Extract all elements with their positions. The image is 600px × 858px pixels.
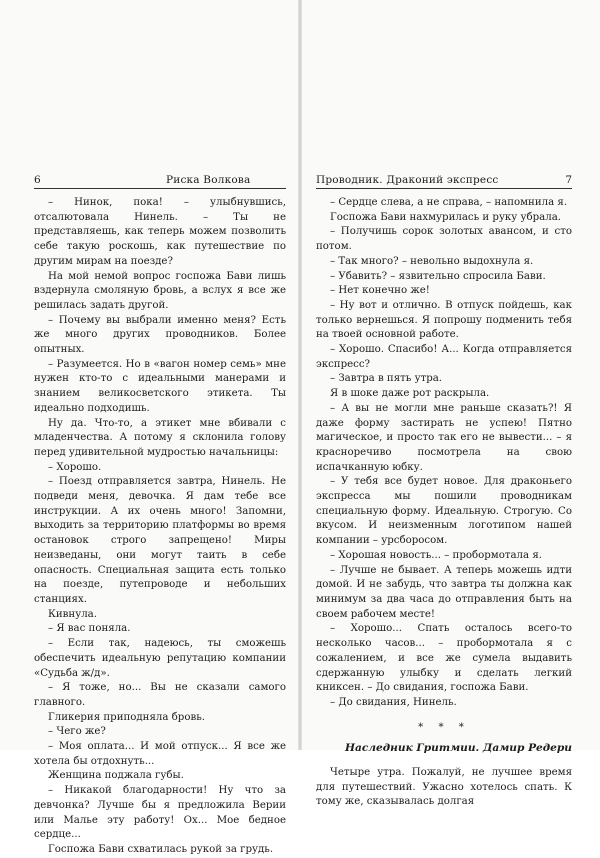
right-page-paragraphs [316, 196, 572, 711]
paragraph: На мой немой вопрос госпожа Бави лишь вздернула смоляную бровь, а вслух я все же решилась задать другой. [34, 270, 286, 311]
paragraph: – Хорошая новость... – пробормотала я. [330, 549, 542, 561]
left-page [0, 0, 298, 855]
paragraph: – Никакой благодарности! Ну что за девчонка? Лучше бы я предложила Верии или Малье эту работу! Ох... Мое бедное сердце... [34, 785, 286, 841]
paragraph: – А вы не могли мне раньше сказать?! Я даже форму застирать не успею! Пятно магическое, и просто так его не вывести... – я красноречиво посмотрела на свою испачканную юбку. [316, 402, 572, 473]
paragraph: Четыре утра. Пожалуй, не лучшее время для путешествий. Ужасно хотелось спать. К тому же, сказывалась долгая [316, 767, 572, 808]
section-separator: * * * [418, 721, 470, 733]
paragraph: – Сердце слева, а не справа, – напомнила я. [330, 197, 568, 208]
paragraph: – Я вас поняла. [48, 623, 131, 635]
right-page-text [316, 196, 572, 810]
paragraph: – У тебя все будет новое. Для драконьего экспресса мы пошили проводникам специальную форму. Идеальную. Строгую. Со вкусом. И неизменным логотипом нашей компании – урсборосом. [316, 476, 572, 547]
paragraph: – Завтра в пять утра. [330, 373, 443, 385]
paragraph: – Нет конечно же! [330, 285, 430, 297]
paragraph: – Так много? – невольно выдохнула я. [330, 255, 534, 267]
paragraph: – Моя оплата... И мой отпуск... Я все же хотела бы отдохнуть... [34, 741, 286, 767]
paragraph: – Почему вы выбрали именно меня? Есть же много других проводников. Более опытных. [34, 314, 286, 356]
right-page [302, 0, 600, 808]
right-page-number: 7 [565, 174, 572, 186]
left-page-text [34, 196, 286, 858]
paragraph: Женщина поджала губы. [48, 770, 184, 782]
paragraph: – Чего же? [48, 726, 106, 738]
paragraph: Госпожа Бави нахмурилась и руку убрала. [330, 211, 562, 223]
right-page-closing [316, 766, 572, 810]
paragraph: Госпожа Бави схватилась рукой за грудь. [48, 843, 274, 855]
paragraph: – Если так, надеюсь, ты сможешь обеспечить идеальную репутацию компании «Судьба ж/д». [34, 638, 286, 679]
right-page-header [316, 172, 572, 189]
paragraph: – До свидания, Нинель. [330, 696, 457, 708]
paragraph: – Лучше не бывает. А теперь можешь идти домой. И не забудь, что завтра ты должна как минимум за два часа до отправления быть на своем рабочем месте! [316, 564, 572, 620]
left-page-header [34, 172, 286, 189]
paragraph: – Хорошо. [48, 461, 102, 473]
paragraph: Гликерия приподняла бровь. [48, 711, 205, 723]
paragraph: – Хорошо. Спасибо! А... Когда отправляется экспресс? [316, 344, 572, 370]
paragraph: Я в шоке даже рот раскрыла. [330, 388, 490, 400]
paragraph: Ну да. Что-то, а этикет мне вбивали с младенчества. А потому я склонила голову перед удивительной мудростью начальницы: [34, 417, 286, 458]
paragraph: – Хорошо... Спать осталось всего-то несколько часов... – пробормотала я с сожалением, и все же сумела выдавить сдержанную улыбку и сделать легкий книксен. – До свидания, госпожа Бави. [316, 623, 572, 694]
paragraph: – Разумеется. Но в «вагон номер семь» мне нужен кто-то с идеальными манерами и знанием великосветского этикета. Ты идеально подходишь. [34, 358, 286, 414]
paragraph: – Нинок, пока! – улыбнувшись, отсалютовала Нинель. – Ты не представляешь, как теперь можем позволить себе такую роскошь, как путешествие по другим мирам на поезде? [34, 197, 286, 267]
paragraph: – Поезд отправляется завтра, Нинель. Не подведи меня, девочка. Я дам тебе все инструкции. А их очень много! Запомни, выходить за территорию платформы во время остановок строго запрещено! Миры неизведаны, они могут таить в себе опасность. Специальная защита есть только на поезде, путепроводе и небольших станциях. [34, 476, 286, 605]
paragraph: – Получишь сорок золотых авансом, и сто потом. [316, 226, 572, 253]
section-heading: Наследник Гритмии. Дамир Редери [344, 742, 572, 755]
left-running-head: Риска Волкова [166, 174, 251, 186]
paragraph: – Ну вот и отлично. В отпуск пойдешь, как только вернешься. Я попрошу подменить тебя на твоей основной работе. [316, 299, 572, 341]
paragraph: – Убавить? – язвительно спросила Бави. [330, 270, 546, 282]
paragraph: Кивнула. [48, 608, 97, 620]
left-page-number: 6 [34, 174, 41, 186]
right-running-head: Проводник. Драконий экспресс [316, 174, 499, 186]
paragraph: – Я тоже, но... Вы не сказали самого главного. [34, 682, 286, 708]
